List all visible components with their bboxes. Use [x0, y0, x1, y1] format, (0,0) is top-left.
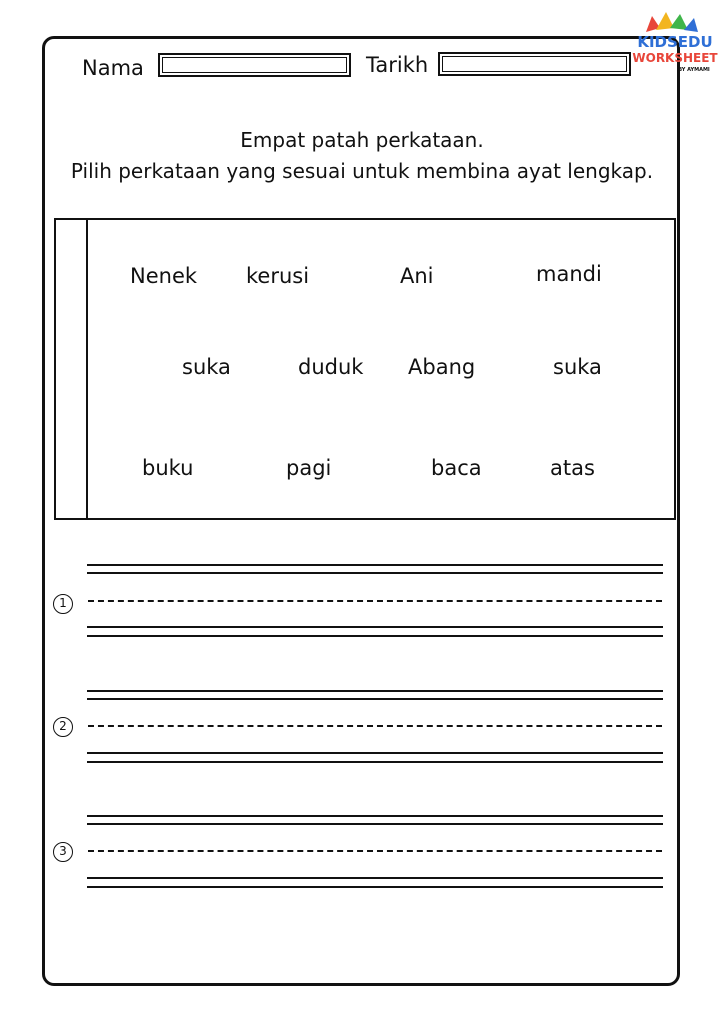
writing-guide-line: [87, 564, 663, 566]
word-bank-word: buku: [142, 456, 194, 480]
writing-midline-dashed: [88, 725, 662, 727]
word-bank-word: pagi: [286, 456, 332, 480]
writing-guide-line: [87, 886, 663, 888]
writing-guide-line: [87, 752, 663, 754]
kidsedu-logo: [632, 12, 718, 76]
writing-guide-line: [87, 690, 663, 692]
word-bank-margin-line: [86, 218, 88, 520]
writing-guide-line: [87, 626, 663, 628]
name-field[interactable]: [158, 53, 351, 77]
word-bank-word: Nenek: [130, 264, 198, 288]
writing-midline-dashed: [88, 850, 662, 852]
writing-guide-line: [87, 572, 663, 574]
instruction-line-2: Pilih perkataan yang sesuai untuk membina ayat lengkap.: [70, 159, 654, 183]
question-number: 1: [53, 594, 73, 614]
word-bank-word: Abang: [408, 355, 476, 379]
word-bank-word: atas: [550, 456, 595, 480]
logo-line1: KIDSEDU: [637, 33, 713, 51]
writing-guide-line: [87, 815, 663, 817]
writing-guide-line: [87, 698, 663, 700]
writing-guide-line: [87, 635, 663, 637]
writing-guide-line: [87, 877, 663, 879]
question-number: 3: [53, 842, 73, 862]
question-number: 2: [53, 717, 73, 737]
writing-guide-line: [87, 761, 663, 763]
instruction-line-1: Empat patah perkataan.: [240, 128, 484, 152]
word-bank-word: Ani: [400, 264, 434, 288]
writing-midline-dashed: [88, 600, 662, 602]
colorful-crown-icon: [632, 12, 718, 76]
date-label: Tarikh: [366, 53, 429, 77]
logo-line2: WORKSHEET: [632, 51, 718, 65]
word-bank-word: baca: [431, 456, 482, 480]
word-bank-word: duduk: [298, 355, 364, 379]
logo-line3: BY AYMAMI: [678, 67, 710, 73]
word-bank-word: kerusi: [246, 264, 310, 288]
name-label: Nama: [82, 56, 144, 80]
word-bank-word: mandi: [536, 262, 602, 286]
date-field[interactable]: [438, 52, 631, 76]
word-bank-word: suka: [182, 355, 231, 379]
word-bank-word: suka: [553, 355, 602, 379]
writing-guide-line: [87, 823, 663, 825]
